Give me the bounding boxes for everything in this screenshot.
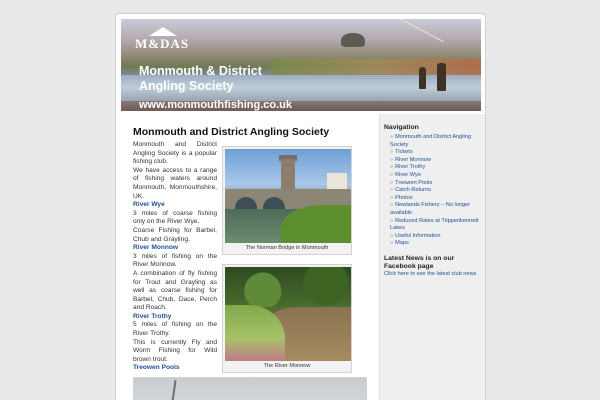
nav-item[interactable]	[390, 172, 483, 180]
section-text: Coarse Fishing for Barbel, Chub and Grayling.	[133, 226, 217, 243]
nav-link-photos[interactable]: Photos	[395, 194, 413, 201]
nav-item[interactable]	[390, 187, 483, 195]
site-title-line1: Monmouth & District	[139, 64, 262, 78]
norman-bridge-image	[225, 149, 351, 243]
news-link[interactable]: Click here to see the latest club news	[384, 270, 477, 277]
section-text: 5 miles of fishing on the River Trothy.	[133, 321, 217, 338]
nav-link-useful-information[interactable]: Useful Information	[395, 232, 441, 239]
nav-link-treowen-pools[interactable]: Treowen Pools	[395, 179, 433, 186]
section-link-river-wye[interactable]: River Wye	[133, 201, 165, 209]
section-link-river-monnow[interactable]: River Monnow	[133, 244, 179, 252]
nav-link-river-wye[interactable]: River Wye	[395, 171, 421, 178]
banner-angler	[437, 63, 446, 91]
news-title: Latest News is on our Facebook page	[384, 254, 455, 270]
nav-item[interactable]	[390, 218, 483, 233]
nav-item[interactable]	[390, 134, 483, 149]
site-logo[interactable]	[135, 27, 189, 52]
nav-link-catch-returns[interactable]: Catch Returns	[395, 187, 431, 194]
section-text: This is currently Fly and Worm Fishing for Wild brown trout.	[133, 338, 217, 363]
nav-title: Navigation	[384, 124, 419, 131]
bullet-icon: »	[390, 149, 394, 156]
nav-item[interactable]	[390, 195, 483, 203]
nav-item[interactable]	[390, 240, 483, 248]
nav-item[interactable]	[390, 164, 483, 172]
photo-caption: The Norman Bridge in Monmouth	[245, 245, 329, 251]
banner-tree	[341, 33, 365, 47]
river-monnow-image	[225, 267, 351, 361]
bullet-icon: »	[390, 194, 394, 201]
nav-link-river-trothy[interactable]: River Trothy	[395, 164, 426, 171]
bullet-icon: »	[390, 156, 394, 163]
site-title-line2: Angling Society	[139, 79, 234, 93]
nav-link-tickets[interactable]: Tickets	[395, 149, 413, 156]
nav-link-trippenkennett-lakes[interactable]: Reduced Rates at Trippenkennett Lakes	[390, 217, 479, 232]
photo-river-monnow[interactable]	[222, 264, 352, 373]
bullet-icon: »	[390, 164, 394, 171]
nav-link-newlands-fishery[interactable]: Newlands Fishery – No longer available	[390, 202, 471, 216]
nav-item[interactable]	[390, 149, 483, 157]
section-text: 3 miles of coarse fishing only on the River Wye.	[133, 209, 217, 226]
section-link-river-trothy[interactable]: River Trothy	[133, 312, 172, 320]
bullet-icon: »	[390, 202, 394, 209]
bullet-icon: »	[390, 232, 394, 239]
section-text: 3 miles of fishing on the River Monnow.	[133, 252, 217, 269]
page-title: Monmouth and District Angling Society	[133, 126, 330, 138]
bullet-icon: »	[390, 217, 394, 224]
nav-link-maps[interactable]: Maps	[395, 240, 409, 247]
photo-tree-branch	[170, 380, 177, 400]
header-banner[interactable]	[121, 19, 481, 111]
banner-fishing-rod	[390, 19, 443, 42]
nav-link-home[interactable]: Monmouth and District Angling Society	[390, 134, 471, 148]
bullet-icon: »	[390, 240, 394, 247]
photo-trees	[225, 267, 351, 307]
nav-item[interactable]	[390, 233, 483, 241]
photo-norman-bridge[interactable]	[222, 146, 352, 255]
nav-item[interactable]	[390, 157, 483, 165]
banner-angler	[419, 67, 426, 89]
logo-text: M&DAS	[135, 36, 190, 51]
section-link-treowen-pools[interactable]: Treowen Pools	[133, 364, 180, 372]
intro-paragraph: Monmouth and District Angling Society is a popular fishing club.	[133, 141, 217, 166]
logo-peak-icon	[149, 27, 177, 36]
site-url: www.monmouthfishing.co.uk	[139, 99, 292, 111]
bullet-icon: »	[390, 134, 394, 140]
access-paragraph: We have access to a range of fishing waters around Monmouth, Monmouthshire, UK.	[133, 166, 217, 200]
sidebar	[379, 114, 486, 400]
section-text: A combination of fly fishing for Trout and Grayling as well as coarse fishing for Barbel, Chub, Dace, Perch and Roach.	[133, 269, 217, 312]
page-container	[115, 13, 486, 400]
bottom-photo[interactable]	[133, 377, 367, 400]
nav-item[interactable]	[390, 180, 483, 188]
nav-list	[390, 134, 483, 248]
bullet-icon: »	[390, 187, 394, 194]
bullet-icon: »	[390, 179, 394, 186]
bullet-icon: »	[390, 171, 394, 178]
body-text	[133, 141, 217, 373]
main-content	[133, 126, 353, 372]
nav-link-river-monnow[interactable]: River Monnow	[395, 156, 431, 163]
photo-caption: The River Monnow	[263, 363, 311, 369]
nav-item[interactable]	[390, 202, 483, 217]
